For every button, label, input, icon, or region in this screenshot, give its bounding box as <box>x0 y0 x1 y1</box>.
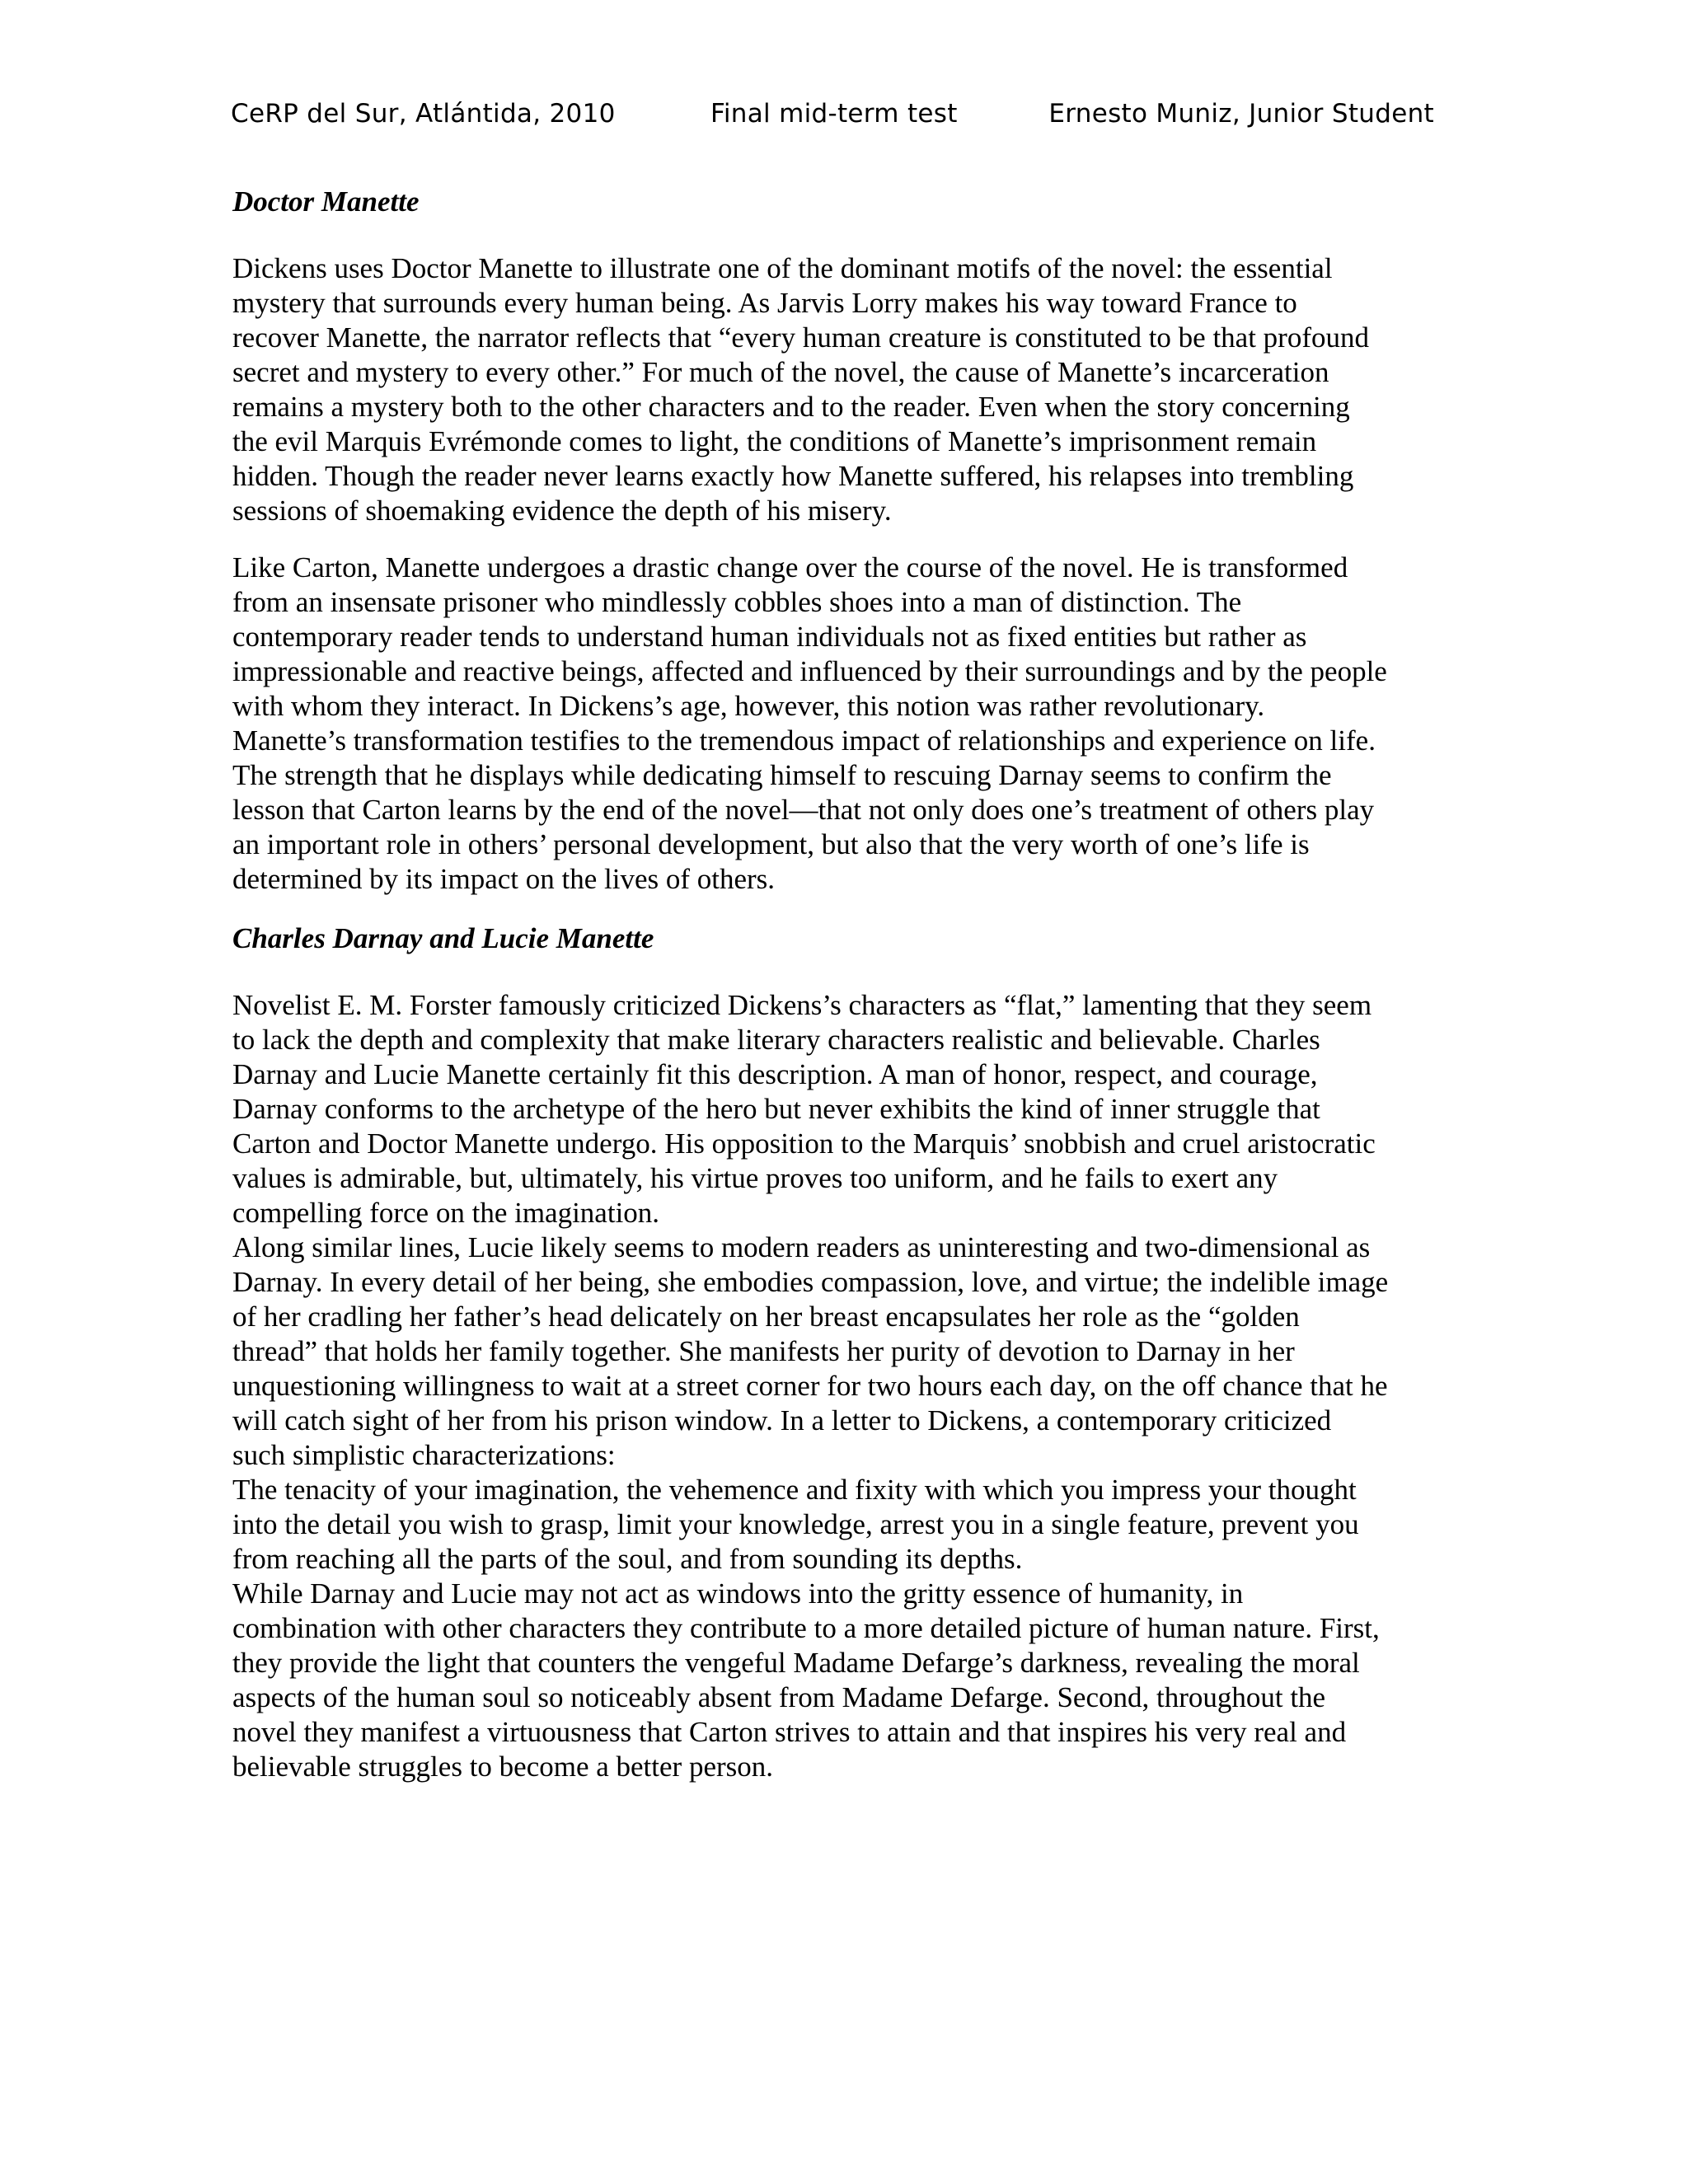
paragraph <box>232 251 1452 528</box>
paragraph <box>232 551 1452 897</box>
text-line: While Darnay and Lucie may not act as windows into the gritty essence of humanity, in <box>232 1577 1244 1610</box>
paragraph <box>232 988 1452 1784</box>
text-line: Manette’s transformation testifies to the tremendous impact of relationships and experience on life. <box>232 724 1376 757</box>
text-line: impressionable and reactive beings, affected and influenced by their surroundings and by the people <box>232 655 1387 687</box>
header-institution: CeRP del Sur, Atlántida, 2010 <box>231 99 616 129</box>
text-line: will catch sight of her from his prison window. In a letter to Dickens, a contemporary criticized <box>232 1404 1332 1436</box>
text-line: Along similar lines, Lucie likely seems to modern readers as uninteresting and two-dimensional as <box>232 1231 1371 1263</box>
quoted-line: The tenacity of your imagination, the vehemence and fixity with which you impress your thought <box>232 1474 1357 1506</box>
text-line: believable struggles to become a better person. <box>232 1750 774 1783</box>
text-line: combination with other characters they contribute to a more detailed picture of human nature. First, <box>232 1612 1380 1644</box>
text-line: they provide the light that counters the vengeful Madame Defarge’s darkness, revealing the moral <box>232 1647 1360 1679</box>
text-line: the evil Marquis Evrémonde comes to light, the conditions of Manette’s imprisonment remain <box>232 425 1317 457</box>
text-line: of her cradling her father’s head delicately on her breast encapsulates her role as the “golden <box>232 1301 1300 1333</box>
text-line: Like Carton, Manette undergoes a drastic change over the course of the novel. He is transformed <box>232 551 1348 583</box>
text-line: mystery that surrounds every human being. As Jarvis Lorry makes his way toward France to <box>232 287 1297 319</box>
quoted-line: from reaching all the parts of the soul, and from sounding its depths. <box>232 1543 1023 1575</box>
text-line: thread” that holds her family together. She manifests her purity of devotion to Darnay in her <box>232 1335 1295 1367</box>
text-line: secret and mystery to every other.” For much of the novel, the cause of Manette’s incarceration <box>232 356 1329 388</box>
text-line: Darnay conforms to the archetype of the hero but never exhibits the kind of inner struggle that <box>232 1093 1320 1125</box>
header-author: Ernesto Muniz, Junior Student <box>1048 99 1434 129</box>
text-line: Dickens uses Doctor Manette to illustrate one of the dominant motifs of the novel: the essential <box>232 252 1333 284</box>
text-line: Carton and Doctor Manette undergo. His opposition to the Marquis’ snobbish and cruel aristocratic <box>232 1127 1376 1160</box>
text-line: contemporary reader tends to understand human individuals not as fixed entities but rather as <box>232 621 1307 653</box>
text-line: novel they manifest a virtuousness that Carton strives to attain and that inspires his very real and <box>232 1716 1347 1748</box>
text-line: remains a mystery both to the other characters and to the reader. Even when the story concerning <box>232 391 1350 423</box>
page-header <box>231 92 1434 135</box>
text-line: determined by its impact on the lives of others. <box>232 863 776 895</box>
text-line: hidden. Though the reader never learns exactly how Manette suffered, his relapses into trembling <box>232 460 1354 492</box>
section-heading-darnay-lucie: Charles Darnay and Lucie Manette <box>232 922 654 954</box>
text-line: lesson that Carton learns by the end of the novel—that not only does one’s treatment of others play <box>232 794 1375 826</box>
text-line: The strength that he displays while dedicating himself to rescuing Darnay seems to confirm the <box>232 759 1332 791</box>
text-line: to lack the depth and complexity that make literary characters realistic and believable. Charles <box>232 1024 1320 1056</box>
text-line: sessions of shoemaking evidence the depth of his misery. <box>232 494 892 527</box>
text-line: Novelist E. M. Forster famously criticized Dickens’s characters as “flat,” lamenting that they seem <box>232 989 1372 1021</box>
text-line: an important role in others’ personal development, but also that the very worth of one’s life is <box>232 828 1310 860</box>
text-line: with whom they interact. In Dickens’s age, however, this notion was rather revolutionary. <box>232 690 1265 722</box>
header-test-title: Final mid-term test <box>710 99 958 129</box>
document-body <box>232 185 1452 1784</box>
text-line: Darnay. In every detail of her being, she embodies compassion, love, and virtue; the indelible image <box>232 1266 1389 1298</box>
text-line: from an insensate prisoner who mindlessly cobbles shoes into a man of distinction. The <box>232 586 1242 618</box>
text-line: unquestioning willingness to wait at a street corner for two hours each day, on the off chance that he <box>232 1370 1388 1402</box>
text-line: Darnay and Lucie Manette certainly fit this description. A man of honor, respect, and courage, <box>232 1058 1318 1090</box>
text-line: aspects of the human soul so noticeably absent from Madame Defarge. Second, throughout the <box>232 1681 1326 1713</box>
text-line: compelling force on the imagination. <box>232 1197 660 1229</box>
quoted-line: into the detail you wish to grasp, limit your knowledge, arrest you in a single feature, prevent you <box>232 1508 1359 1540</box>
text-line: values is admirable, but, ultimately, his virtue proves too uniform, and he fails to exert any <box>232 1162 1278 1194</box>
section-heading-doctor-manette: Doctor Manette <box>232 185 420 218</box>
text-line: recover Manette, the narrator reflects that “every human creature is constituted to be that profound <box>232 321 1369 354</box>
text-line: such simplistic characterizations: <box>232 1439 616 1471</box>
